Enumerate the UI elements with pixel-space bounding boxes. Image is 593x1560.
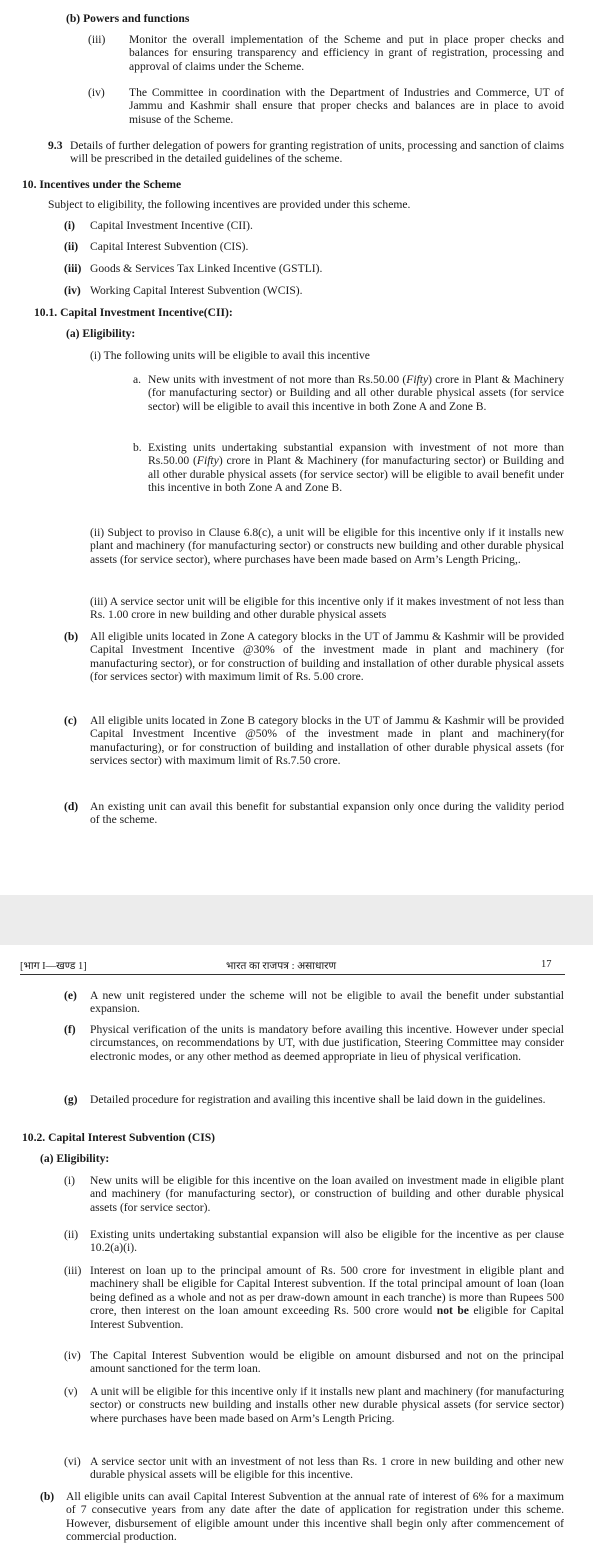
paragraph: A new unit registered under the scheme will not be eligible to avail the benefit under substantial expansion.: [90, 989, 564, 1016]
paragraph: [148, 441, 564, 495]
eligibility-heading: (a) Eligibility:: [66, 327, 136, 340]
list-item: Working Capital Interest Subvention (WCIS).: [90, 284, 303, 297]
list-label: (ii): [64, 240, 79, 253]
item-label: (c): [64, 714, 77, 727]
paragraph: (iii) A service sector unit will be eligible for this incentive only if it makes investment of not less than Rs. 1.00 crore in new building and other durable physical assets: [90, 595, 564, 622]
paragraph: Subject to eligibility, the following incentives are provided under this scheme.: [48, 198, 411, 211]
page-separator: [0, 895, 593, 945]
list-label: (i): [64, 219, 75, 232]
item-label: a.: [133, 373, 142, 386]
paragraph: All eligible units located in Zone A category blocks in the UT of Jammu & Kashmir will be provided Capital Investment Incentive @30% of the investment made in plant and machinery (for manufacturing sector), or for construction of building and installation of other durable physical assets (for services sector) with maximum limit of Rs. 5.00 crore.: [90, 630, 564, 684]
paragraph: A unit will be eligible for this incentive only if it installs new plant and machinery (for manufacturing sector) or constructs new building and installs other new durable physical assets (for service sector) where purchases have been made based on Arm’s Length Pricing.: [90, 1385, 564, 1425]
paragraph: (ii) Subject to proviso in Clause 6.8(c), a unit will be eligible for this incentive only if it installs new plant and machinery (for manufacturing sector) or constructs new building and other durable physical assets (for service sector), where purchases have been made based on Arm’s Length Pricing,.: [90, 526, 564, 566]
text-span: eligible for Capital Interest Subvention.: [90, 1304, 565, 1331]
subsection-heading: 10.2. Capital Interest Subvention (CIS): [22, 1131, 216, 1144]
list-item: Goods & Services Tax Linked Incentive (GSTLI).: [90, 262, 323, 275]
paragraph: Details of further delegation of powers for granting registration of units, processing and sanction of claims will be prescribed in the detailed guidelines of the scheme.: [70, 139, 564, 166]
paragraph: All eligible units located in Zone B category blocks in the UT of Jammu & Kashmir will be provided Capital Investment Incentive @50% of the investment made in plant and machinery(for manufacturing), or for construction of building and installation of other durable physical assets (for services sector) with maximum limit of Rs.7.50 crore.: [90, 714, 564, 768]
paragraph: [148, 373, 564, 413]
paragraph: New units will be eligible for this incentive on the loan availed on investment made in eligible plant and machinery (for manufacturing sector), or construction of building and other durable physical assets (for service sector).: [90, 1174, 564, 1214]
subsection-heading: 10.1. Capital Investment Incentive(CII):: [34, 306, 233, 319]
paragraph: All eligible units can avail Capital Interest Subvention at the annual rate of interest of 6% for a maximum of 7 consecutive years from any date after the date of application for registration under this scheme. However, disbursement of eligible amount under this incentive shall begin only after commencement of commercial production.: [66, 1490, 564, 1544]
text-span: New units with investment of not more than Rs.50.00 (: [148, 373, 407, 386]
list-label: (iii): [64, 262, 82, 275]
item-label: (b): [40, 1490, 55, 1503]
text-span: ) crore in Plant & Machinery (for manufacturing sector) or Building and all other durable physical assets (for service sector) will be eligible to avail this incentive in both Zone A and Zone B.: [148, 373, 564, 413]
paragraph: Existing units undertaking substantial expansion will also be eligible for the incentive as per clause 10.2(a)(i).: [90, 1228, 564, 1255]
list-item: Capital Interest Subvention (CIS).: [90, 240, 249, 253]
document-page-2: [0, 945, 593, 1560]
item-label: (e): [64, 989, 77, 1002]
section-heading: 10. Incentives under the Scheme: [22, 178, 182, 191]
item-label: (f): [64, 1023, 76, 1036]
paragraph: The Capital Interest Subvention would be eligible on amount disbursed and not on the principal amount sanctioned for the term loan.: [90, 1349, 564, 1376]
item-label: (iv): [88, 86, 105, 99]
paragraph: (i) The following units will be eligible to avail this incentive: [90, 349, 370, 362]
paragraph: [90, 1264, 564, 1331]
item-label: (iv): [64, 1349, 81, 1362]
text-span: Interest on loan up to the principal amount of Rs. 500 crore for investment in eligible plant and machinery shall be eligible for Capital Interest subvention. If the total principal amount of loan (loan being defined as a whole and not as per draw-down amount in each tranche) is more than Rupees 500 crore, then interest on the loan amount exceeding Rs. 500 crore would: [90, 1264, 564, 1318]
paragraph: Physical verification of the units is mandatory before availing this incentive. However under special circumstances, on recommendations by UT, with due justification, Steering Committee may consider electronic modes, or any other method as deemed appropriate in lieu of physical verification.: [90, 1023, 564, 1063]
paragraph: The Committee in coordination with the Department of Industries and Commerce, UT of Jammu and Kashmir shall ensure that proper checks and balances are in place to avoid misuse of the Scheme.: [129, 86, 564, 126]
text-span: Existing units undertaking substantial expansion with investment of not more than Rs.50.00 (: [148, 441, 564, 468]
powers-heading: (b) Powers and functions: [66, 12, 190, 25]
item-label: b.: [133, 441, 142, 454]
item-label: (iii): [64, 1264, 82, 1277]
item-label: (g): [64, 1093, 78, 1106]
item-label: (iii): [88, 33, 106, 46]
section-number: 9.3: [48, 139, 63, 152]
item-label: (b): [64, 630, 79, 643]
list-label: (iv): [64, 284, 81, 297]
paragraph: Monitor the overall implementation of the Scheme and put in place proper checks and balances for ensuring transparency and efficiency in grant of registration, processing and approval of claims under the Scheme.: [129, 33, 564, 73]
text-span: not be: [436, 1304, 469, 1318]
paragraph: An existing unit can avail this benefit for substantial expansion only once during the validity period of the scheme.: [90, 800, 564, 827]
header-rule: [20, 974, 565, 975]
paragraph: Detailed procedure for registration and availing this incentive shall be laid down in the guidelines.: [90, 1093, 546, 1106]
item-label: (ii): [64, 1228, 79, 1241]
page-header-left: [भाग I—खण्ड 1]: [20, 961, 87, 972]
page-header-center: भारत का राजपत्र : असाधारण: [226, 961, 337, 972]
text-span: Fifty: [196, 454, 219, 468]
text-span: ) crore in Plant & Machinery (for manufacturing sector) or Building and all other durable physical assets (for service sector) will be eligible to avail benefit under this incentive in both Zone A and Zone B.: [148, 454, 564, 495]
item-label: (vi): [64, 1455, 81, 1468]
item-label: (i): [64, 1174, 75, 1187]
item-label: (v): [64, 1385, 78, 1398]
item-label: (d): [64, 800, 79, 813]
page-number: 17: [541, 959, 552, 970]
paragraph: A service sector unit with an investment of not less than Rs. 1 crore in new building and other new durable physical assets will be eligible for this incentive.: [90, 1455, 564, 1482]
text-span: Fifty: [406, 373, 429, 386]
eligibility-heading: (a) Eligibility:: [40, 1152, 110, 1165]
list-item: Capital Investment Incentive (CII).: [90, 219, 253, 232]
